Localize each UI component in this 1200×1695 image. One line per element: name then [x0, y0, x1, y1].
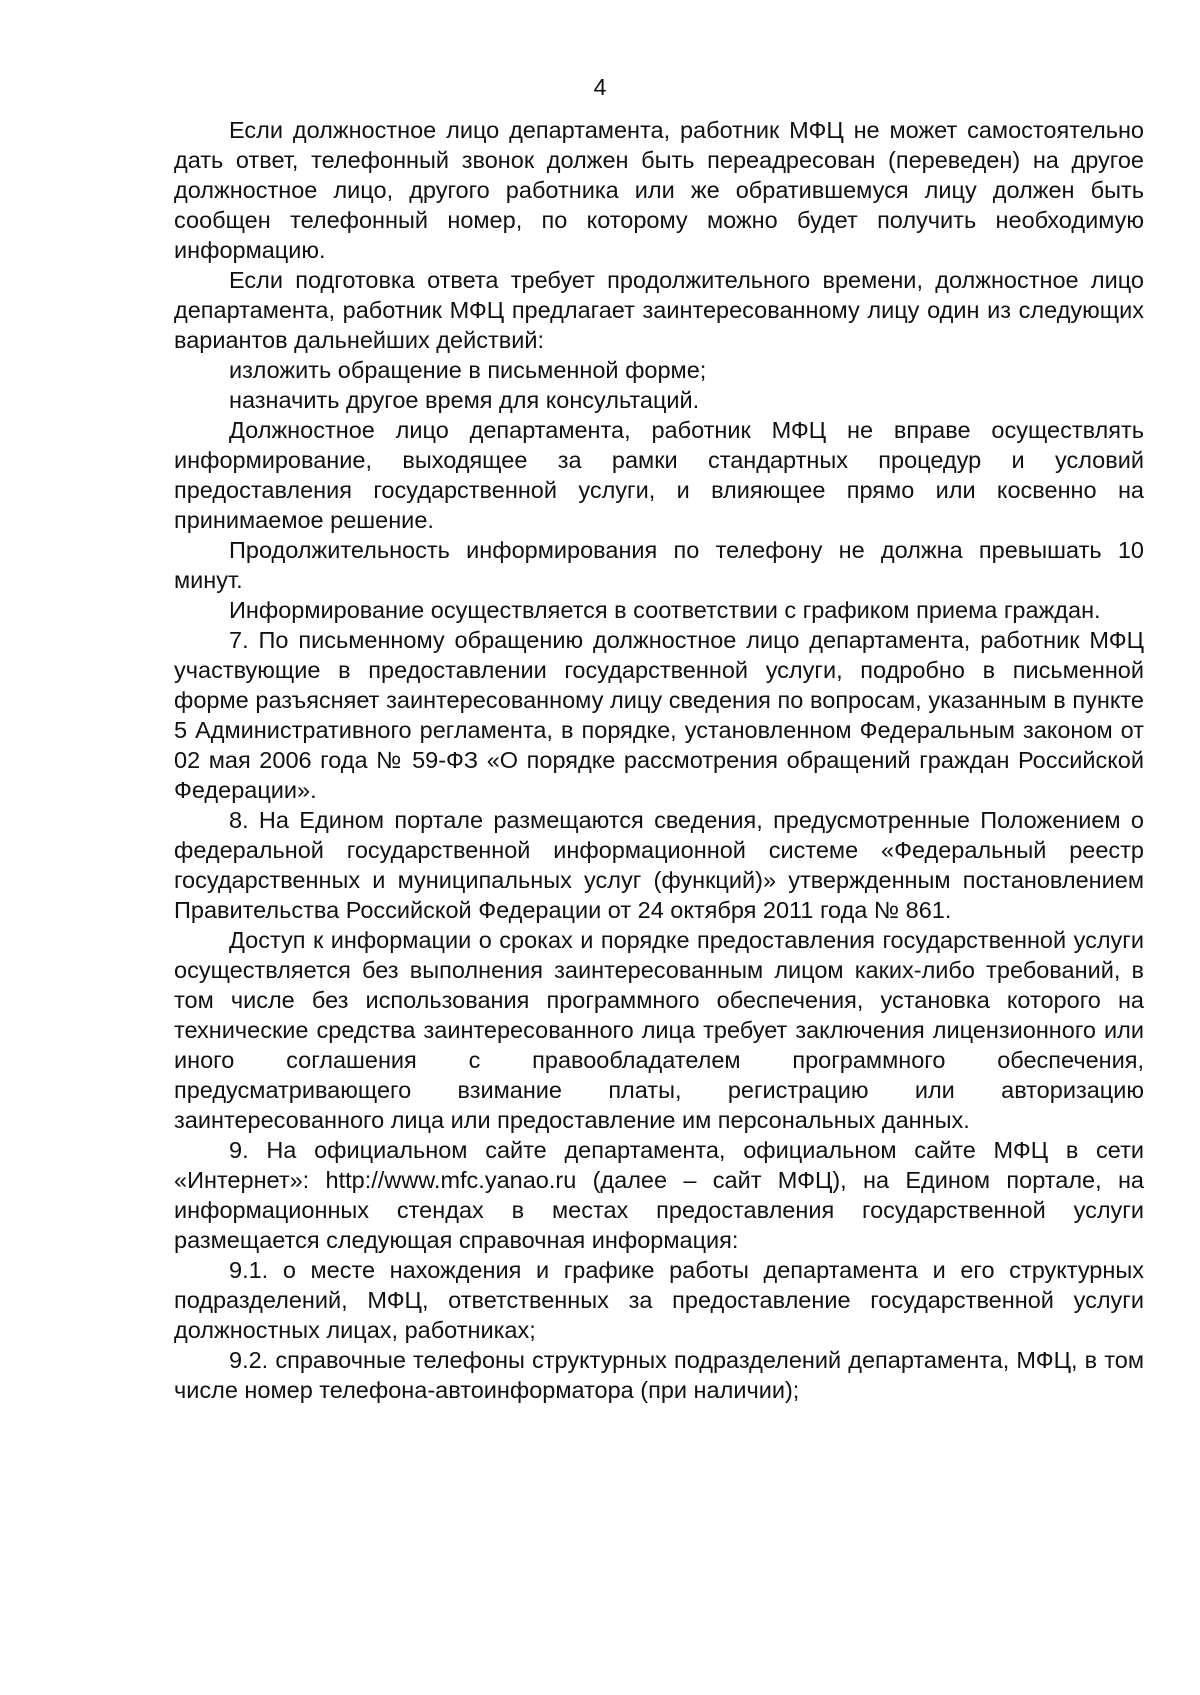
paragraph: назначить другое время для консультаций.: [229, 387, 700, 413]
paragraph: 9.2. справочные телефоны структурных подразделений департамента, МФЦ, в том числе номер телефона-автоинформатора (при наличии);: [174, 1347, 1144, 1403]
paragraph: Продолжительность информирования по телефону не должна превышать 10 минут.: [174, 537, 1144, 593]
paragraph: Должностное лицо департамента, работник МФЦ не вправе осуществлять информирование, выходящее за рамки стандартных процедур и условий предоставления государственной услуги, и влияющее прямо или косвенно на принимаемое решение.: [174, 417, 1144, 533]
paragraph: 7. По письменному обращению должностное лицо департамента, работник МФЦ участвующие в предоставлении государственной услуги, подробно в письменной форме разъясняет заинтересованному лицу сведения по вопросам, указанным в пункте 5 Административного регламента, в порядке, установленном Федеральным законом от 02 мая 2006 года № 59-ФЗ «О порядке рассмотрения обращений граждан Российской Федерации».: [174, 627, 1144, 803]
paragraph: 8. На Едином портале размещаются сведения, предусмотренные Положением о федеральной государственной информационной системе «Федеральный реестр государственных и муниципальных услуг (функций)» утвержденным постановлением Правительства Российской Федерации от 24 октября 2011 года № 861.: [174, 807, 1144, 923]
document-body: [174, 115, 1144, 1405]
page-number: 4: [593, 74, 607, 100]
paragraph: Если подготовка ответа требует продолжительного времени, должностное лицо департамента, работник МФЦ предлагает заинтересованному лицу один из следующих вариантов дальнейших действий:: [174, 267, 1144, 353]
paragraph: 9.1. о месте нахождения и графике работы департамента и его структурных подразделений, МФЦ, ответственных за предоставление государственной услуги должностных лицах, работниках;: [174, 1257, 1144, 1343]
paragraph: изложить обращение в письменной форме;: [229, 357, 707, 383]
paragraph: Информирование осуществляется в соответствии с графиком приема граждан.: [229, 597, 1101, 623]
paragraph: 9. На официальном сайте департамента, официальном сайте МФЦ в сети «Интернет»: http://www.mfc.yanao.ru (далее – сайт МФЦ), на Едином портале, на информационных стендах в местах предоставления государственной услуги размещается следующая справочная информация:: [174, 1137, 1144, 1253]
paragraph: Доступ к информации о сроках и порядке предоставления государственной услуги осуществляется без выполнения заинтересованным лицом каких-либо требований, в том числе без использования программного обеспечения, установка которого на технические средства заинтересованного лица требует заключения лицензионного или иного соглашения с правообладателем программного обеспечения, предусматривающего взимание платы, регистрацию или авторизацию заинтересованного лица или предоставление им персональных данных.: [174, 927, 1144, 1133]
paragraph: Если должностное лицо департамента, работник МФЦ не может самостоятельно дать ответ, телефонный звонок должен быть переадресован (переведен) на другое должностное лицо, другого работника или же обратившемуся лицу должен быть сообщен телефонный номер, по которому можно будет получить необходимую информацию.: [174, 117, 1144, 263]
